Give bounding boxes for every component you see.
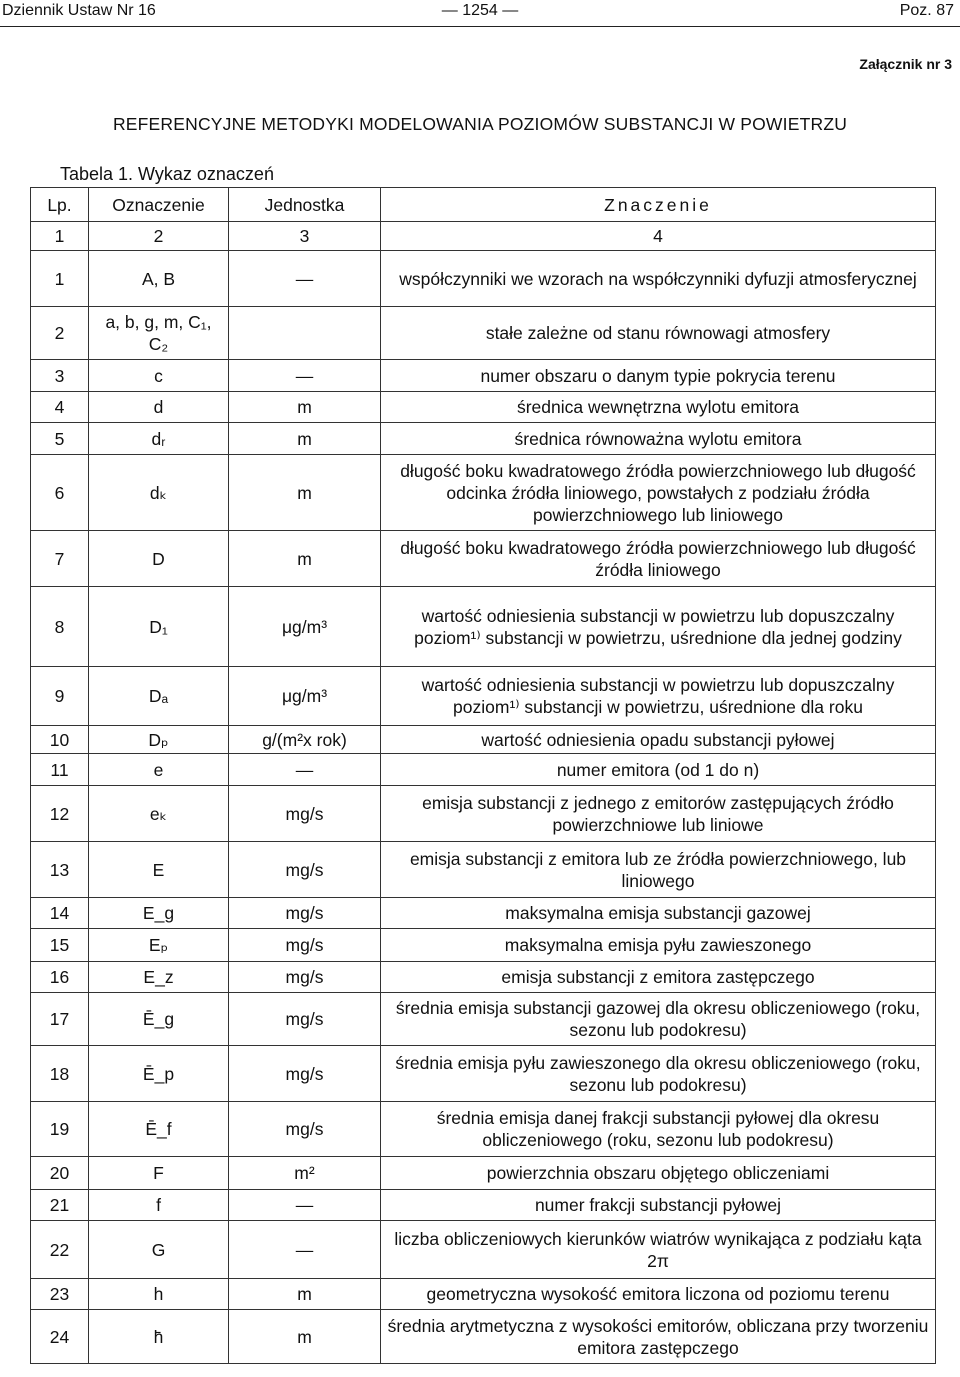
row-number: 3	[31, 360, 89, 392]
row-meaning: emisja substancji z emitora lub ze źródła powierzchniowego, lub liniowego	[381, 842, 936, 898]
row-meaning: średnia emisja pyłu zawieszonego dla okresu obliczeniowego (roku, sezonu lub podokresu)	[381, 1046, 936, 1102]
row-meaning: liczba obliczeniowych kierunków wiatrów wynikająca z podziału kąta 2π	[381, 1221, 936, 1279]
table-row	[31, 842, 936, 898]
row-unit: mg/s	[229, 929, 381, 962]
row-symbol: f	[89, 1190, 229, 1221]
position-number: Poz. 87	[899, 2, 954, 19]
table-row	[31, 1221, 936, 1279]
row-symbol: a, b, g, m, C₁, C₂	[89, 307, 229, 360]
row-unit: μg/m³	[229, 587, 381, 667]
row-meaning: średnia emisja danej frakcji substancji pyłowej dla okresu obliczeniowego (roku, sezonu lub podokresu)	[381, 1102, 936, 1157]
row-unit: mg/s	[229, 842, 381, 898]
table-header-row	[31, 188, 936, 222]
row-unit	[229, 307, 381, 360]
row-meaning: średnica wewnętrzna wylotu emitora	[381, 392, 936, 423]
row-number: 5	[31, 423, 89, 455]
row-symbol: E_z	[89, 962, 229, 993]
row-symbol: c	[89, 360, 229, 392]
row-unit: —	[229, 754, 381, 786]
row-symbol: A, B	[89, 251, 229, 307]
row-unit: mg/s	[229, 962, 381, 993]
column-number: 1	[31, 222, 89, 251]
row-symbol: h	[89, 1279, 229, 1310]
row-meaning: maksymalna emisja substancji gazowej	[381, 898, 936, 929]
row-number: 1	[31, 251, 89, 307]
row-number: 17	[31, 993, 89, 1046]
row-meaning: wartość odniesienia substancji w powietrzu lub dopuszczalny poziom¹⁾ substancji w powietrzu, uśrednione dla roku	[381, 667, 936, 726]
document-title: REFERENCYJNE METODYKI MODELOWANIA POZIOMÓW SUBSTANCJI W POWIETRZU	[112, 114, 848, 134]
row-number: 6	[31, 455, 89, 531]
row-symbol: D	[89, 531, 229, 587]
row-number: 20	[31, 1157, 89, 1190]
row-unit: m	[229, 455, 381, 531]
row-symbol: Ē_g	[89, 993, 229, 1046]
row-symbol: F	[89, 1157, 229, 1190]
row-meaning: emisja substancji z jednego z emitorów zastępujących źródło powierzchniowe lub liniowe	[381, 786, 936, 842]
journal-name: Dziennik Ustaw Nr 16	[2, 2, 156, 19]
column-number: 2	[89, 222, 229, 251]
row-number: 9	[31, 667, 89, 726]
row-unit: m	[229, 423, 381, 455]
row-number: 4	[31, 392, 89, 423]
row-unit: m	[229, 1279, 381, 1310]
row-meaning: długość boku kwadratowego źródła powierzchniowego lub długość odcinka źródła liniowego, powstałych z podziału źródła powierzchniowego lub liniowego	[381, 455, 936, 531]
row-unit: mg/s	[229, 993, 381, 1046]
table-row	[31, 898, 936, 929]
row-meaning: numer obszaru o danym typie pokrycia terenu	[381, 360, 936, 392]
row-unit: m²	[229, 1157, 381, 1190]
row-number: 16	[31, 962, 89, 993]
table-row	[31, 667, 936, 726]
row-number: 23	[31, 1279, 89, 1310]
table-row	[31, 360, 936, 392]
row-meaning: geometryczna wysokość emitora liczona od poziomu terenu	[381, 1279, 936, 1310]
table-row	[31, 587, 936, 667]
page-number: — 1254 —	[441, 2, 519, 19]
table-row	[31, 726, 936, 754]
row-number: 18	[31, 1046, 89, 1102]
row-number: 19	[31, 1102, 89, 1157]
row-symbol: eₖ	[89, 786, 229, 842]
row-number: 13	[31, 842, 89, 898]
row-number: 21	[31, 1190, 89, 1221]
row-meaning: numer emitora (od 1 do n)	[381, 754, 936, 786]
row-symbol: Eₚ	[89, 929, 229, 962]
row-meaning: długość boku kwadratowego źródła powierzchniowego lub długość źródła liniowego	[381, 531, 936, 587]
row-meaning: emisja substancji z emitora zastępczego	[381, 962, 936, 993]
annex-label: Załącznik nr 3	[859, 56, 952, 72]
row-number: 15	[31, 929, 89, 962]
table-row	[31, 251, 936, 307]
row-symbol: Dₚ	[89, 726, 229, 754]
row-unit: mg/s	[229, 786, 381, 842]
table-row	[31, 423, 936, 455]
table-row	[31, 1046, 936, 1102]
column-number: 4	[381, 222, 936, 251]
row-symbol: e	[89, 754, 229, 786]
row-number: 11	[31, 754, 89, 786]
symbols-table	[30, 187, 936, 1364]
row-symbol: Dₐ	[89, 667, 229, 726]
row-symbol: d	[89, 392, 229, 423]
row-number: 8	[31, 587, 89, 667]
table-row	[31, 754, 936, 786]
row-number: 14	[31, 898, 89, 929]
row-number: 24	[31, 1310, 89, 1364]
row-meaning: średnica równoważna wylotu emitora	[381, 423, 936, 455]
row-meaning: stałe zależne od stanu równowagi atmosfery	[381, 307, 936, 360]
table-row	[31, 1279, 936, 1310]
row-unit: m	[229, 1310, 381, 1364]
row-symbol: dᵣ	[89, 423, 229, 455]
column-header-meaning: Znaczenie	[381, 188, 936, 222]
table-row	[31, 1310, 936, 1364]
table-caption: Tabela 1. Wykaz oznaczeń	[60, 164, 274, 184]
column-number-row	[31, 222, 936, 251]
row-symbol: dₖ	[89, 455, 229, 531]
column-header-symbol: Oznaczenie	[89, 188, 229, 222]
row-symbol: Ē_f	[89, 1102, 229, 1157]
row-unit: mg/s	[229, 1102, 381, 1157]
table-row	[31, 993, 936, 1046]
row-meaning: wartość odniesienia opadu substancji pyłowej	[381, 726, 936, 754]
row-meaning: wartość odniesienia substancji w powietrzu lub dopuszczalny poziom¹⁾ substancji w powietrzu, uśrednione dla jednej godziny	[381, 587, 936, 667]
table-row	[31, 455, 936, 531]
row-meaning: średnia emisja substancji gazowej dla okresu obliczeniowego (roku, sezonu lub podokresu)	[381, 993, 936, 1046]
row-number: 2	[31, 307, 89, 360]
row-meaning: maksymalna emisja pyłu zawieszonego	[381, 929, 936, 962]
row-unit: g/(m²x rok)	[229, 726, 381, 754]
row-unit: —	[229, 1221, 381, 1279]
row-symbol: h̄	[89, 1310, 229, 1364]
row-symbol: Ē_p	[89, 1046, 229, 1102]
table-row	[31, 1102, 936, 1157]
row-number: 22	[31, 1221, 89, 1279]
row-unit: mg/s	[229, 898, 381, 929]
row-unit: μg/m³	[229, 667, 381, 726]
row-unit: —	[229, 1190, 381, 1221]
row-symbol: G	[89, 1221, 229, 1279]
column-header-unit: Jednostka	[229, 188, 381, 222]
table-row	[31, 786, 936, 842]
row-unit: m	[229, 531, 381, 587]
row-unit: mg/s	[229, 1046, 381, 1102]
row-number: 7	[31, 531, 89, 587]
row-number: 12	[31, 786, 89, 842]
table-row	[31, 929, 936, 962]
row-meaning: numer frakcji substancji pyłowej	[381, 1190, 936, 1221]
row-unit: —	[229, 360, 381, 392]
row-meaning: powierzchnia obszaru objętego obliczeniami	[381, 1157, 936, 1190]
row-unit: —	[229, 251, 381, 307]
table-row	[31, 962, 936, 993]
row-symbol: E	[89, 842, 229, 898]
table-row	[31, 1157, 936, 1190]
row-number: 10	[31, 726, 89, 754]
row-unit: m	[229, 392, 381, 423]
row-symbol: E_g	[89, 898, 229, 929]
table-row	[31, 392, 936, 423]
column-number: 3	[229, 222, 381, 251]
table-row	[31, 307, 936, 360]
row-meaning: średnia arytmetyczna z wysokości emitorów, obliczana przy tworzeniu emitora zastępczego	[381, 1310, 936, 1364]
table-row	[31, 1190, 936, 1221]
table-row	[31, 531, 936, 587]
row-meaning: współczynniki we wzorach na współczynniki dyfuzji atmosferycznej	[381, 251, 936, 307]
row-symbol: D₁	[89, 587, 229, 667]
page-header	[0, 0, 960, 27]
column-header-lp: Lp.	[31, 188, 89, 222]
